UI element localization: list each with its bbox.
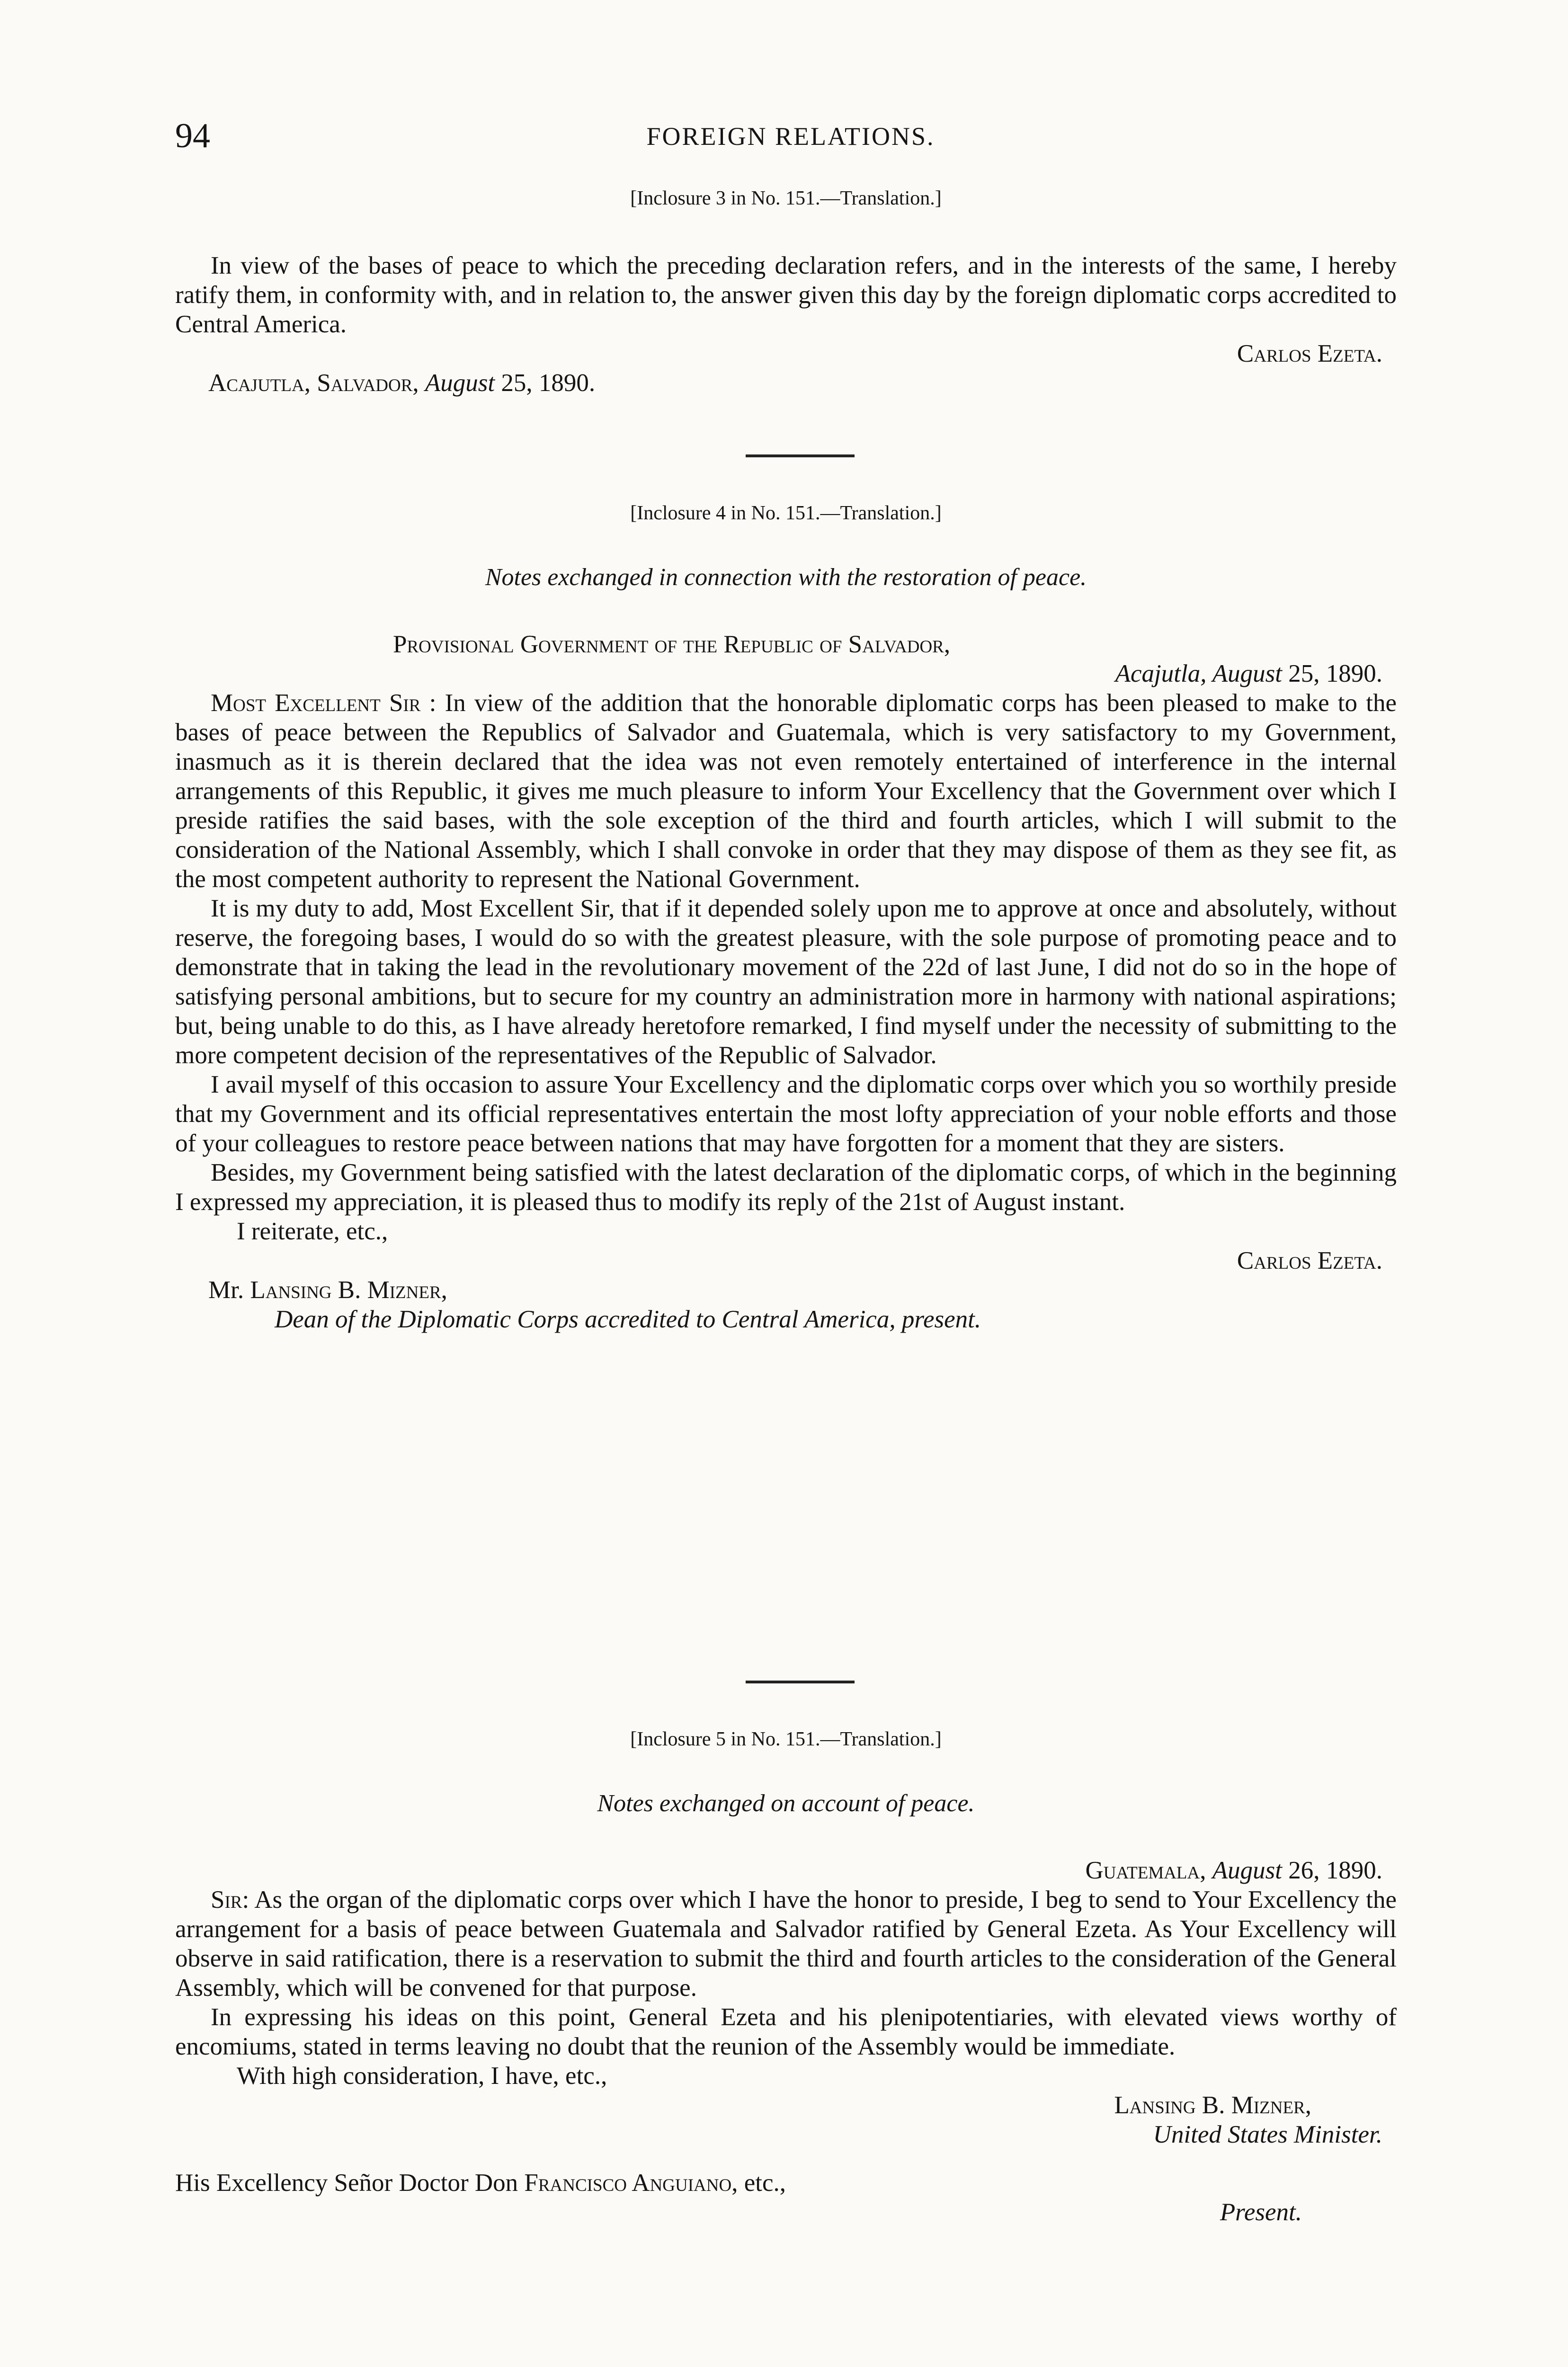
- inclosure-3-caption: [Inclosure 3 in No. 151.—Translation.]: [630, 187, 942, 209]
- page-number: 94: [175, 116, 210, 155]
- inclosure-4-salutation: Most Excellent Sir :: [211, 689, 437, 717]
- page-header: [175, 116, 1406, 168]
- inclosure-5-place: Guatemala,: [1085, 1857, 1206, 1884]
- running-head: FOREIGN RELATIONS.: [646, 122, 935, 151]
- inclosure-5-closing: With high consideration, I have, etc.,: [237, 2062, 607, 2090]
- inclosure-4-addressee-title: Dean of the Diplomatic Corps accredited to Central America, present.: [275, 1306, 981, 1333]
- inclosure-3-dateline: [175, 368, 1397, 398]
- inclosure-5-date-rest: 26, 1890.: [1288, 1857, 1382, 1884]
- inclosure-4-place-date: [175, 659, 1397, 688]
- inclosure-3-place: Acajutla, Salvador,: [208, 369, 419, 397]
- inclosure-5-signature: Lansing B. Mizner,: [1114, 2091, 1311, 2119]
- inclosure-3-date-month: August: [425, 369, 495, 397]
- inclosure-5-paragraph-2: In expressing his ideas on this point, General Ezeta and his plenipotentiaries, with elevated views worthy of encomiums, stated in terms leaving no doubt that the reunion of the Assembly would be immediate.: [175, 2003, 1397, 2060]
- inclosure-5-section: [175, 1856, 1397, 2227]
- inclosure-4-caption: [Inclosure 4 in No. 151.—Translation.]: [630, 502, 942, 524]
- inclosure-3-section: [175, 251, 1397, 398]
- inclosure-4-addressee-name: Lansing B. Mizner,: [250, 1276, 447, 1304]
- inclosure-4-addressee: [175, 1275, 1397, 1305]
- inclosure-5-salutation: Sir:: [211, 1886, 249, 1913]
- inclosure-4-signature: Carlos Ezeta.: [1237, 1247, 1382, 1274]
- inclosure-4-paragraph-1: [175, 688, 1397, 894]
- inclosure-5-addressee-present: Present.: [1220, 2198, 1302, 2226]
- inclosure-5-subtitle: Notes exchanged on account of peace.: [597, 1790, 975, 1817]
- inclosure-5-addressee: [175, 2168, 1397, 2198]
- inclosure-4-paragraph-2: It is my duty to add, Most Excellent Sir, that if it depended solely upon me to approve at once and absolutely, without reserve, the foregoing bases, I would do so with the greatest pleasure, with the sole purpose of promoting peace and to demonstrate that in taking the lead in the revolutionary movement of the 22d of last June, I did not do so in the hope of satisfying personal ambitions, but to secure for my country an administration more in harmony with national aspirations; but, being unable to do this, as I have already heretofore remarked, I find myself under the necessity of submitting to the more competent decision of the representatives of the Republic of Salvador.: [175, 895, 1397, 1069]
- inclosure-5-paragraph-1: [175, 1885, 1397, 2002]
- inclosure-4-subtitle: Notes exchanged in connection with the restoration of peace.: [485, 564, 1087, 591]
- inclosure-3-date-rest: 25, 1890.: [501, 369, 596, 397]
- inclosure-4-paragraph-3: I avail myself of this occasion to assure Your Excellency and the diplomatic corps over which you so worthily preside that my Government and its official representatives entertain the most lofty appreciation of your noble efforts and those of your colleagues to restore peace between nations that may have forgotten for a moment that they are sisters.: [175, 1071, 1397, 1157]
- inclosure-5-addressee-prefix: His Excellency Señor Doctor Don: [175, 2169, 518, 2197]
- inclosure-5-paragraph-1-text: As the organ of the diplomatic corps over which I have the honor to preside, I beg to send to Your Excellency the arrangement for a basis of peace between Guatemala and Salvador ratified by General Ezeta. As Your Excellency will observe in said ratification, there is a reservation to submit the third and fourth articles to the consideration of the General Assembly, which will be convened for that purpose.: [175, 1886, 1397, 2002]
- section-divider: [746, 1681, 855, 1683]
- section-divider: [746, 454, 855, 457]
- inclosure-4-place-date-rest: 25, 1890.: [1288, 660, 1382, 687]
- inclosure-4-paragraph-4: Besides, my Government being satisfied with the latest declaration of the diplomatic corps, of which in the beginning I expressed my appreciation, it is pleased thus to modify its reply of the 21st of August instant.: [175, 1159, 1397, 1216]
- inclosure-5-addressee-suffix: etc.,: [744, 2169, 786, 2197]
- inclosure-4-place-date-italic: Acajutla, August: [1115, 660, 1282, 687]
- inclosure-4-heading: Provisional Government of the Republic of Salvador,: [393, 631, 951, 658]
- inclosure-4-paragraph-1-text: In view of the addition that the honorable diplomatic corps has been pleased to make to the bases of peace between the Republics of Salvador and Guatemala, which is very satisfactory to my Government, inasmuch as it is therein declared that the idea was not even remotely entertained of interference in the internal arrangements of this Republic, it gives me much pleasure to inform Your Excellency that the Government over which I preside ratifies the said bases, with the sole exception of the third and fourth articles, which I will submit to the consideration of the National Assembly, which I shall convoke in order that they may dispose of them as they see fit, as the most competent authority to represent the National Government.: [175, 689, 1397, 893]
- inclosure-5-date-month: August: [1212, 1857, 1282, 1884]
- inclosure-4-addressee-prefix: Mr.: [208, 1276, 244, 1304]
- inclosure-5-signature-title: United States Minister.: [1153, 2121, 1382, 2148]
- inclosure-3-paragraph: In view of the bases of peace to which the preceding declaration refers, and in the interests of the same, I hereby ratify them, in conformity with, and in relation to, the answer given this day by the foreign diplomatic corps accredited to Central America.: [175, 252, 1397, 338]
- inclosure-5-addressee-name: Francisco Anguiano,: [524, 2169, 738, 2197]
- inclosure-3-signature: Carlos Ezeta.: [1237, 340, 1382, 367]
- inclosure-5-caption: [Inclosure 5 in No. 151.—Translation.]: [630, 1728, 942, 1750]
- inclosure-5-dateline: [175, 1856, 1397, 1885]
- inclosure-4-section: [175, 630, 1397, 1334]
- inclosure-4-closing: I reiterate, etc.,: [237, 1218, 388, 1245]
